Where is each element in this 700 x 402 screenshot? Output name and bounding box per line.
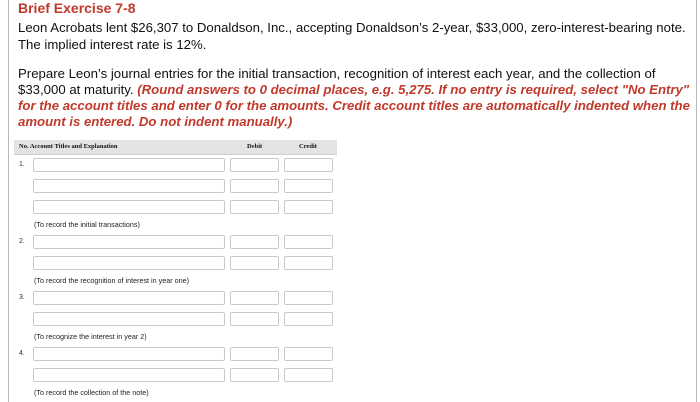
account-title-input[interactable] bbox=[33, 179, 225, 193]
header-debit: Debit bbox=[247, 143, 263, 150]
prompt-text: Prepare Leon’s journal entries for the initial transaction, recognition of interest each year, and the collection of $33,000 at maturity. bbox=[18, 66, 656, 97]
account-title-input[interactable] bbox=[33, 312, 225, 326]
exercise-title: Brief Exercise 7-8 bbox=[18, 0, 136, 16]
credit-input[interactable] bbox=[284, 158, 333, 172]
account-title-input[interactable] bbox=[33, 200, 225, 214]
exercise-intro: Leon Acrobats lent $26,307 to Donaldson, Inc., accepting Donaldson’s 2-year, $33,000, zero-interest-bearing note. The implied interest rate is 12%. bbox=[18, 20, 686, 52]
entry-number: 2. bbox=[19, 238, 25, 245]
debit-input[interactable] bbox=[230, 200, 279, 214]
prompt-instruction: (Round answers to 0 decimal places, e.g. 5,275. If no entry is required, select "No Entry" for the account titles and enter 0 for the amounts. Credit account titles are automatically indented when the amount is entered. Do not indent manually.) bbox=[18, 82, 690, 129]
account-title-input[interactable] bbox=[33, 347, 225, 361]
entry-explanation: (To recognize the interest in year 2) bbox=[34, 332, 147, 341]
entry-explanation: (To record the collection of the note) bbox=[34, 388, 149, 397]
entry-number: 3. bbox=[19, 294, 25, 301]
debit-input[interactable] bbox=[230, 368, 279, 382]
credit-input[interactable] bbox=[284, 368, 333, 382]
account-title-input[interactable] bbox=[33, 158, 225, 172]
credit-input[interactable] bbox=[284, 256, 333, 270]
credit-input[interactable] bbox=[284, 235, 333, 249]
debit-input[interactable] bbox=[230, 235, 279, 249]
account-title-input[interactable] bbox=[33, 368, 225, 382]
header-no-account: No. Account Titles and Explanation bbox=[19, 143, 118, 150]
credit-input[interactable] bbox=[284, 200, 333, 214]
debit-input[interactable] bbox=[230, 291, 279, 305]
credit-input[interactable] bbox=[284, 291, 333, 305]
entry-number: 4. bbox=[19, 350, 25, 357]
account-title-input[interactable] bbox=[33, 256, 225, 270]
entry-explanation: (To record the initial transactions) bbox=[34, 220, 140, 229]
entry-explanation: (To record the recognition of interest in year one) bbox=[34, 276, 190, 285]
account-title-input[interactable] bbox=[33, 235, 225, 249]
journal-table-header bbox=[14, 140, 337, 155]
debit-input[interactable] bbox=[230, 256, 279, 270]
entry-number: 1. bbox=[19, 161, 25, 168]
debit-input[interactable] bbox=[230, 179, 279, 193]
debit-input[interactable] bbox=[230, 347, 279, 361]
credit-input[interactable] bbox=[284, 179, 333, 193]
header-credit: Credit bbox=[299, 143, 317, 150]
exercise-prompt bbox=[18, 66, 690, 130]
credit-input[interactable] bbox=[284, 347, 333, 361]
account-title-input[interactable] bbox=[33, 291, 225, 305]
debit-input[interactable] bbox=[230, 312, 279, 326]
debit-input[interactable] bbox=[230, 158, 279, 172]
credit-input[interactable] bbox=[284, 312, 333, 326]
